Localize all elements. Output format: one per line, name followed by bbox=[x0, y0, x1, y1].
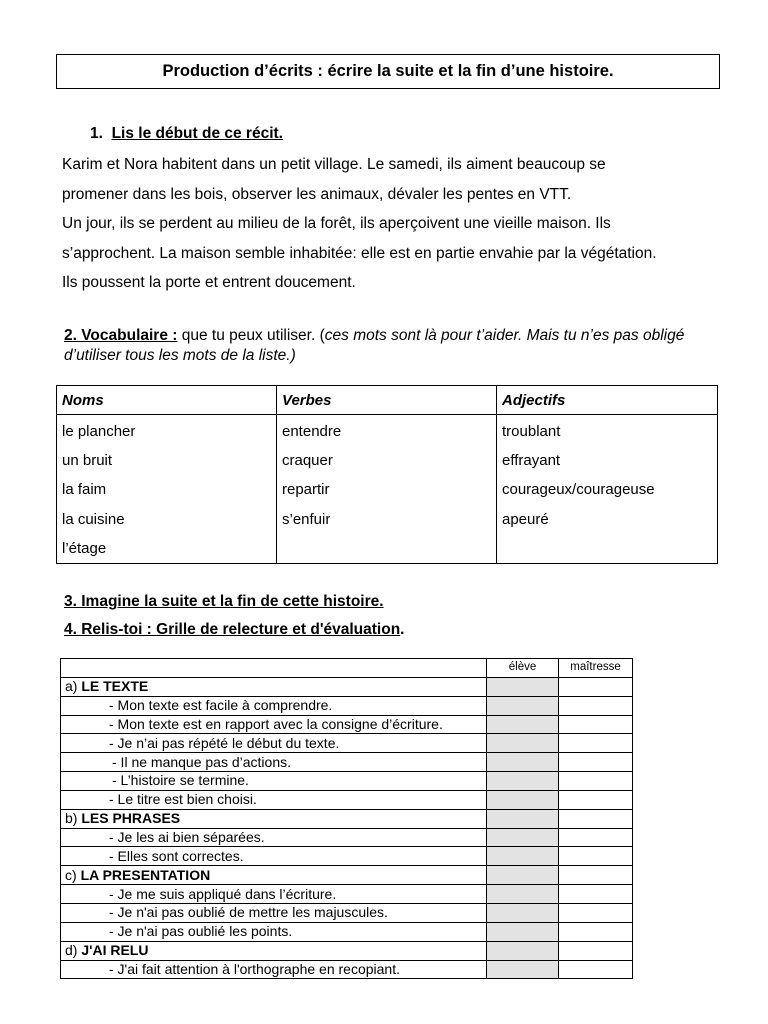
vocabulary-header-row bbox=[57, 386, 718, 415]
grid-section-row bbox=[61, 809, 633, 828]
word-verbe: s’enfuir bbox=[282, 510, 331, 528]
word-nom: la faim bbox=[62, 481, 107, 499]
eleve-cell[interactable] bbox=[487, 941, 559, 960]
criterion: - J'ai fait attention à l'orthographe en recopiant. bbox=[61, 960, 487, 979]
word-verbe: craquer bbox=[282, 452, 333, 470]
criterion: - Elles sont correctes. bbox=[61, 847, 487, 866]
story-line: Karim et Nora habitent dans un petit village. Le samedi, ils aiment beaucoup se bbox=[62, 156, 606, 173]
section1-number: 1. bbox=[90, 125, 103, 142]
word-nom: le plancher bbox=[62, 423, 136, 440]
word-nom: l’étage bbox=[62, 539, 107, 557]
grid-item-row bbox=[61, 828, 633, 847]
criterion: - Je n'ai pas oublié les points. bbox=[61, 922, 487, 941]
section-letter: a) bbox=[65, 678, 78, 695]
grid-section-row bbox=[61, 677, 633, 696]
word-adjectif: effrayant bbox=[502, 452, 561, 470]
vocabulary-table bbox=[56, 385, 718, 564]
maitresse-cell[interactable] bbox=[559, 903, 633, 922]
section-letter: d) bbox=[65, 942, 78, 959]
grid-corner bbox=[61, 659, 487, 678]
grid-item-row bbox=[61, 790, 633, 809]
section-letter: b) bbox=[65, 810, 78, 827]
word-adjectif: courageux/courageuse bbox=[502, 481, 655, 499]
eleve-cell[interactable] bbox=[487, 696, 559, 715]
maitresse-cell[interactable] bbox=[559, 922, 633, 941]
word-adjectif: troublant bbox=[502, 423, 561, 440]
maitresse-cell[interactable] bbox=[559, 941, 633, 960]
eleve-cell[interactable] bbox=[487, 922, 559, 941]
grid-section-row bbox=[61, 941, 633, 960]
section-name: LA PRESENTATION bbox=[80, 866, 211, 883]
story-line: Ils poussent la porte et entrent doucement. bbox=[62, 274, 356, 291]
section1-heading bbox=[90, 125, 283, 143]
section4-period: . bbox=[400, 621, 405, 638]
section-letter: c) bbox=[65, 866, 77, 883]
vocabulary-intro: que tu peux utiliser. ( bbox=[177, 327, 325, 344]
col-maitresse: maîtresse bbox=[559, 659, 633, 678]
maitresse-cell[interactable] bbox=[559, 866, 633, 885]
grid-item-row bbox=[61, 696, 633, 715]
grid-header-row bbox=[61, 659, 633, 678]
grid-item-row bbox=[61, 847, 633, 866]
eleve-cell[interactable] bbox=[487, 903, 559, 922]
section-name: LES PHRASES bbox=[81, 810, 181, 827]
criterion: - Mon texte est en rapport avec la consigne d’écriture. bbox=[61, 715, 487, 734]
col-adjectifs: Adjectifs bbox=[497, 386, 718, 415]
eleve-cell[interactable] bbox=[487, 866, 559, 885]
grid-item-row bbox=[61, 922, 633, 941]
eleve-cell[interactable] bbox=[487, 715, 559, 734]
eleve-cell[interactable] bbox=[487, 677, 559, 696]
vocabulary-words-row bbox=[57, 415, 718, 564]
vocabulary-heading bbox=[64, 326, 714, 366]
grid-item-row bbox=[61, 753, 633, 772]
evaluation-grid bbox=[60, 658, 633, 979]
eleve-cell[interactable] bbox=[487, 734, 559, 753]
story-line: promener dans les bois, observer les animaux, dévaler les pentes en VTT. bbox=[62, 185, 572, 203]
story-text bbox=[62, 150, 722, 298]
criterion: - L’histoire se termine. bbox=[61, 772, 487, 791]
col-noms: Noms bbox=[57, 386, 277, 415]
vocabulary-note: ces mots sont là pour t’aider. Mais tu n’es pas obligé d’utiliser tous les mots de la liste.) bbox=[64, 327, 685, 364]
grid-item-row bbox=[61, 715, 633, 734]
section4-heading bbox=[64, 621, 404, 639]
eleve-cell[interactable] bbox=[487, 828, 559, 847]
word-nom: un bruit bbox=[62, 452, 113, 470]
maitresse-cell[interactable] bbox=[559, 677, 633, 696]
story-line: s’approchent. La maison semble inhabitée: elle est en partie envahie par la végétation. bbox=[62, 244, 657, 262]
eleve-cell[interactable] bbox=[487, 753, 559, 772]
maitresse-cell[interactable] bbox=[559, 960, 633, 979]
criterion: - Je les ai bien séparées. bbox=[61, 828, 487, 847]
criterion: - Je n’ai pas répété le début du texte. bbox=[61, 734, 487, 753]
maitresse-cell[interactable] bbox=[559, 847, 633, 866]
grid-item-row bbox=[61, 903, 633, 922]
col-eleve: élève bbox=[487, 659, 559, 678]
grid-section-row bbox=[61, 866, 633, 885]
criterion: - Il ne manque pas d’actions. bbox=[61, 753, 487, 772]
section-name: LE TEXTE bbox=[81, 678, 149, 695]
section1-title: Lis le début de ce récit. bbox=[111, 125, 283, 142]
grid-item-row bbox=[61, 960, 633, 979]
criterion: - Je me suis appliqué dans l’écriture. bbox=[61, 885, 487, 904]
maitresse-cell[interactable] bbox=[559, 753, 633, 772]
word-adjectif: apeuré bbox=[502, 510, 549, 528]
maitresse-cell[interactable] bbox=[559, 809, 633, 828]
section-name: J'AI RELU bbox=[81, 942, 149, 959]
criterion: - Mon texte est facile à comprendre. bbox=[61, 696, 487, 715]
col-verbes: Verbes bbox=[277, 386, 497, 415]
grid-item-row bbox=[61, 734, 633, 753]
word-verbe: repartir bbox=[282, 481, 330, 499]
eleve-cell[interactable] bbox=[487, 772, 559, 791]
maitresse-cell[interactable] bbox=[559, 828, 633, 847]
noms-list bbox=[57, 415, 277, 564]
maitresse-cell[interactable] bbox=[559, 885, 633, 904]
verbes-list bbox=[277, 415, 497, 564]
maitresse-cell[interactable] bbox=[559, 790, 633, 809]
maitresse-cell[interactable] bbox=[559, 772, 633, 791]
eleve-cell[interactable] bbox=[487, 885, 559, 904]
section4-title: 4. Relis-toi : Grille de relecture et d'évaluation bbox=[64, 621, 401, 638]
criterion: - Je n'ai pas oublié de mettre les majuscules. bbox=[61, 903, 487, 922]
eleve-cell[interactable] bbox=[487, 790, 559, 809]
story-line: Un jour, ils se perdent au milieu de la forêt, ils aperçoivent une vieille maison. Ils bbox=[62, 215, 611, 232]
adjectifs-list bbox=[497, 415, 718, 564]
eleve-cell[interactable] bbox=[487, 809, 559, 828]
criterion: - Le titre est bien choisi. bbox=[61, 790, 487, 809]
vocabulary-title: 2. Vocabulaire : bbox=[64, 327, 178, 344]
word-verbe: entendre bbox=[282, 423, 342, 440]
maitresse-cell[interactable] bbox=[559, 696, 633, 715]
eleve-cell[interactable] bbox=[487, 847, 559, 866]
eleve-cell[interactable] bbox=[487, 960, 559, 979]
grid-item-row bbox=[61, 885, 633, 904]
page-title: Production d’écrits : écrire la suite et la fin d’une histoire. bbox=[56, 54, 720, 89]
maitresse-cell[interactable] bbox=[559, 734, 633, 753]
section3-heading: 3. Imagine la suite et la fin de cette histoire. bbox=[64, 593, 384, 610]
grid-item-row bbox=[61, 772, 633, 791]
maitresse-cell[interactable] bbox=[559, 715, 633, 734]
word-nom: la cuisine bbox=[62, 510, 125, 528]
